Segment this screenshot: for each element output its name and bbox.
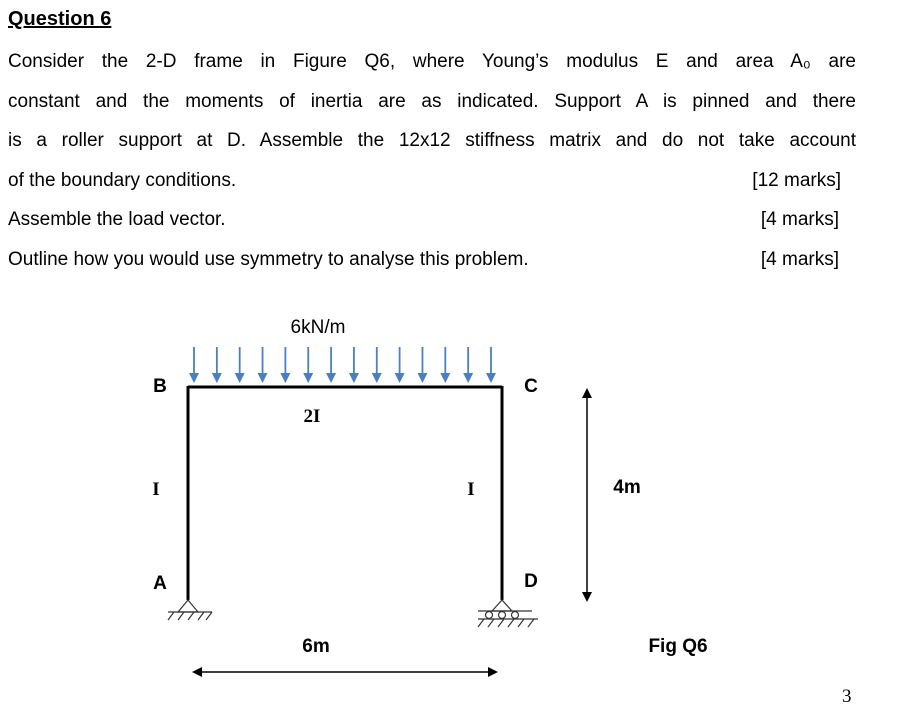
load-arrow [372, 347, 382, 383]
load-arrow [235, 347, 245, 383]
load-arrow [440, 347, 450, 383]
question-part-2: Assemble the load vector. [8, 209, 226, 230]
load-arrow [395, 347, 405, 383]
node-label-a: A [153, 573, 167, 594]
question-line-2: constant and the moments of inertia are as indicated. Support A is pinned and there [8, 91, 856, 112]
load-arrow [326, 347, 336, 383]
figure-caption: Fig Q6 [648, 636, 708, 657]
load-arrow [280, 347, 290, 383]
question-line-1: Consider the 2-D frame in Figure Q6, where Young’s modulus E and area A₀ are [8, 51, 856, 72]
load-arrow [303, 347, 313, 383]
load-arrow [212, 347, 222, 383]
load-arrow [349, 347, 359, 383]
question-part-3: Outline how you would use symmetry to analyse this problem. [8, 249, 529, 270]
question-line-3: is a roller support at D. Assemble the 12x12 stiffness matrix and do not take account [8, 130, 856, 151]
load-arrow [486, 347, 496, 383]
marks-part-3: [4 marks] [760, 249, 839, 270]
load-label: 6kN/m [290, 317, 346, 338]
load-arrow [258, 347, 268, 383]
load-arrow [417, 347, 427, 383]
node-label-c: C [524, 376, 538, 397]
node-label-b: B [153, 376, 167, 397]
beam-inertia-label: 2I [303, 406, 321, 427]
roller-support-d [478, 600, 538, 627]
page-number: 3 [842, 686, 852, 707]
span-label: 6m [302, 636, 330, 657]
load-arrow [189, 347, 199, 383]
question-heading: Question 6 [8, 8, 112, 30]
marks-part-1: [12 marks] [752, 170, 841, 191]
height-label: 4m [613, 477, 641, 498]
height-dimension-arrow [582, 388, 592, 602]
distributed-load [189, 347, 496, 383]
span-dimension-arrow [192, 667, 498, 677]
node-label-d: D [524, 571, 538, 592]
marks-part-2: [4 marks] [760, 209, 839, 230]
left-column-inertia-label: I [152, 479, 160, 500]
right-column-inertia-label: I [467, 479, 475, 500]
question-part-1: of the boundary conditions. [8, 170, 237, 191]
frame-figure [0, 290, 899, 690]
pinned-support-a [168, 600, 212, 620]
load-arrow [463, 347, 473, 383]
